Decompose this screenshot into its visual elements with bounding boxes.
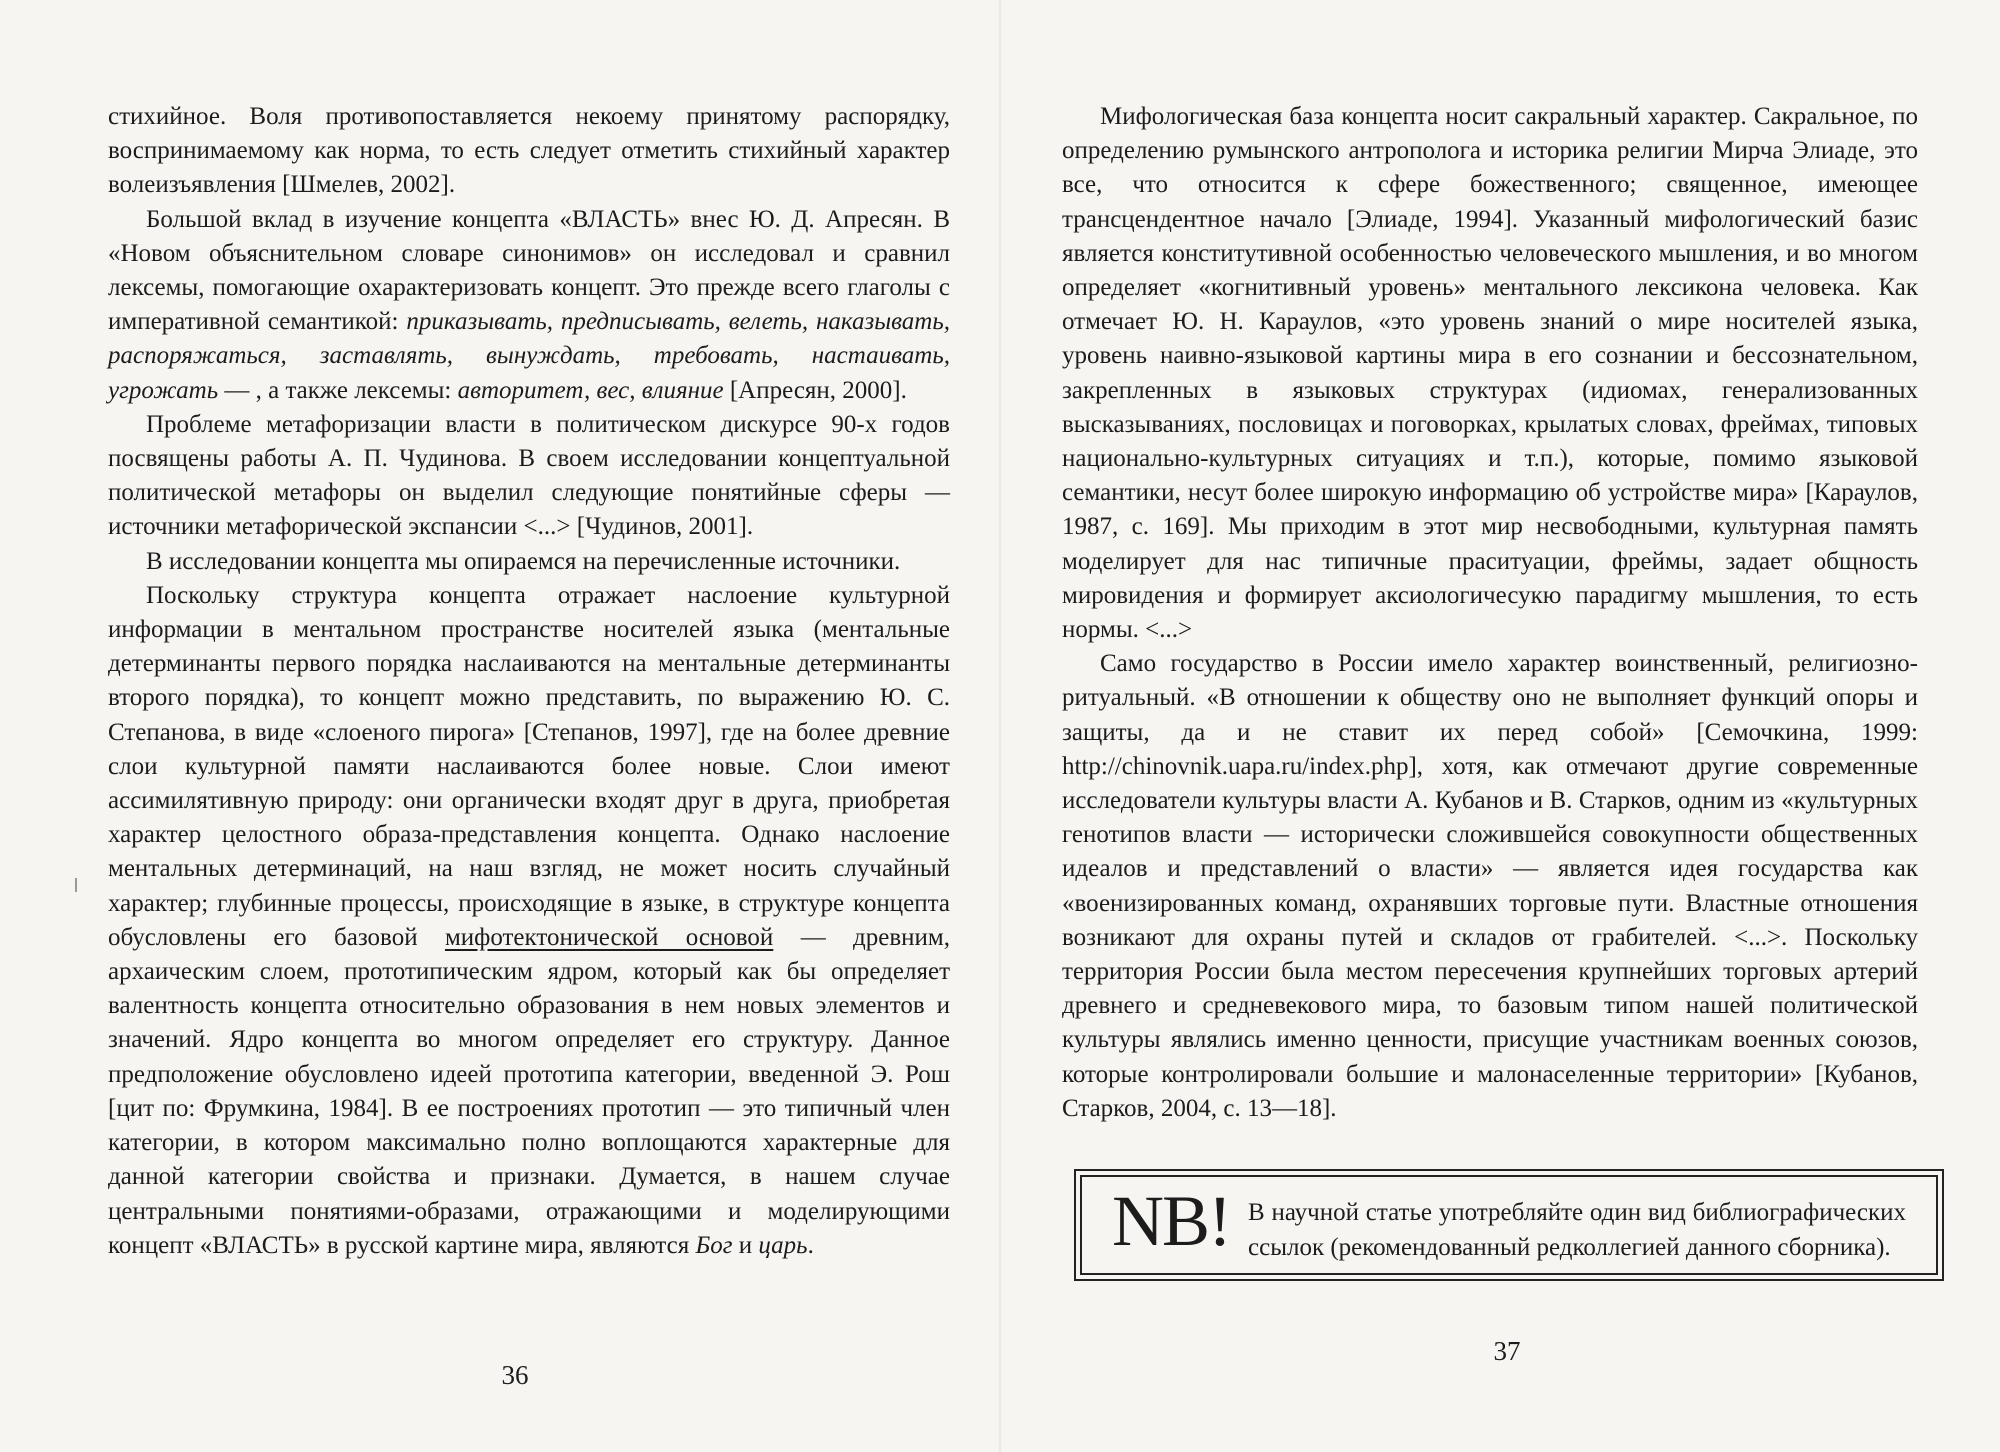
- paragraph: [108, 545, 950, 579]
- text-segment: — , а также лексемы:: [218, 376, 458, 404]
- text-segment: Проблеме метафоризации власти в политическом дискурсе 90-х годов посвящены работы А. П. Чудинова. В своем исследовании концептуальной политической метафоры он выделил следующие понятийные сферы — источники метафорической экспансии <...> [Чудинов, 2001].: [108, 410, 950, 541]
- text-segment: [Апресян, 2000].: [723, 376, 907, 404]
- right-page: [1062, 100, 1918, 1126]
- text-segment: .: [807, 1231, 814, 1259]
- text-segment: — древним, архаическим слоем, прототипическим ядром, который как бы определяет валентность концепта относительно образования в нем новых элементов и значений. Ядро концепта во многом определяет его структуру. Данное предположение обусловлено идеей прототипа категории, введенной Э. Рош [цит по: Фрумкина, 1984]. В ее построениях прототип — это типичный член категории, в котором максимально полно воплощаются характерные для данной категории свойства и признаки. Думается, в нашем случае центральными понятиями-образами, отражающими и моделирующими концепт «ВЛАСТЬ» в русской картине мира, являются: [108, 923, 951, 1259]
- nb-callout-text: В научной статье употребляйте один вид библиографических ссылок (рекомендованный редколлегией данного сборника).: [1248, 1199, 1906, 1261]
- text-segment: Поскольку структура концепта отражает наслоение культурной информации в ментальном пространстве носителей языка (ментальные детерминанты первого порядка наслаиваются на ментальные детерминанты второго порядка), то концепт можно представить, по выражению Ю. С. Степанова, в виде «слоеного пирога» [Степанов, 1997], где на более древние слои культурной памяти наслаиваются более новые. Слои имеют ассимилятивную природу: они органически входят друг в друга, приобретая характер целостного образа-представления концепта. Однако наслоение ментальных детерминаций, на наш взгляд, не может носить случайный характер; глубинные процессы, происходящие в языке, в структуре концепта обусловлены его базовой: [108, 581, 950, 951]
- paragraph: [108, 579, 950, 1263]
- underlined-text: мифотектонической основой: [444, 923, 774, 951]
- paragraph: [1062, 647, 1918, 1126]
- paragraph: [108, 203, 950, 408]
- page-number-right: 37: [1493, 1336, 1521, 1366]
- left-page: [108, 100, 950, 1263]
- text-segment: и: [732, 1231, 759, 1259]
- scan-speck: [75, 878, 77, 892]
- text-segment: Само государство в России имело характер воинственный, религиозно-ритуальный. «В отношении к обществу оно не выполняет функций опоры и защиты, да и не ставит их перед собой» [Семочкина, 1999: http://chinovnik.uapa.ru/index.php], хотя, как отмечают другие современные исследователи культуры власти А. Кубанов и В. Старков, одним из «культурных генотипов власти — исторически сложившейся совокупности общественных идеалов и представлений о власти» — является идея государства как «военизированных команд, охранявших торговые пути. Властные отношения возникают для охраны путей и складов от грабителей. <...>. Поскольку территория России была местом пересечения крупнейших торговых артерий древнего и средневекового мира, то базовым типом нашей политической культуры являлись именно ценности, присущие участникам военных союзов, которые контролировали большие и малонаселенные территории» [Кубанов, Старков, 2004, с. 13—18].: [1062, 650, 1918, 1122]
- paragraph: [108, 408, 950, 545]
- italic-text: царь: [758, 1231, 808, 1259]
- nb-mark: NB!: [1112, 1181, 1230, 1261]
- text-segment: Большой вклад в изучение концепта «ВЛАСТЬ» внес Ю. Д. Апресян. В «Новом объяснительном словаре синонимов» он исследовал и сравнил лексемы, помогающие охарактеризовать концепт. Это прежде всего глаголы с императивной семантикой:: [108, 205, 950, 336]
- text-segment: Мифологическая база концепта носит сакральный характер. Сакральное, по определению румынского антрополога и историка религии Мирча Элиаде, это все, что относится к сфере божественного; священное, имеющее трансцендентное начало [Элиаде, 1994]. Указанный мифологический базис является конститутивной особенностью человеческого мышления, и во многом определяет «когнитивный уровень» ментального лексикона человека. Как отмечает Ю. Н. Караулов, «это уровень знаний о мире носителей языка, уровень наивно-языковой картины мира в его сознании и бессознательном, закрепленных в языковых структурах (идиомах, генерализованных высказываниях, пословицах и поговорках, крылатых словах, фреймах, типовых национально-культурных ситуациях и т.п.), которые, помимо языковой семантики, несут более широкую информацию об устройстве мира» [Караулов, 1987, с. 169]. Мы приходим в этот мир несвободными, культурная память моделирует для нас типичные праситуации, фреймы, задает общность мировидения и формирует аксиологичесукю парадигму мышления, то есть нормы. <...>: [1062, 103, 1918, 644]
- text-segment: стихийное. Воля противопоставляется некоему принятому распорядку, воспринимаемому как норма, то есть следует отметить стихийный характер волеизъявления [Шмелев, 2002].: [108, 103, 950, 199]
- paragraph: [108, 100, 950, 203]
- paragraph: [1062, 100, 1918, 647]
- italic-text: авторитет, вес, влияние: [457, 376, 724, 404]
- nb-callout-inner: [1080, 1175, 1938, 1275]
- text-segment: В исследовании концепта мы опираемся на перечисленные источники.: [146, 547, 901, 575]
- italic-text: приказывать, предписывать, велеть, наказывать, распоряжаться, заставлять, вынуждать, требовать, настаивать, угрожать: [108, 308, 950, 404]
- nb-callout-box: [1074, 1169, 1944, 1281]
- italic-text: Бог: [695, 1231, 733, 1259]
- page-number-left: 36: [501, 1360, 529, 1390]
- page-fold: [998, 0, 1002, 1452]
